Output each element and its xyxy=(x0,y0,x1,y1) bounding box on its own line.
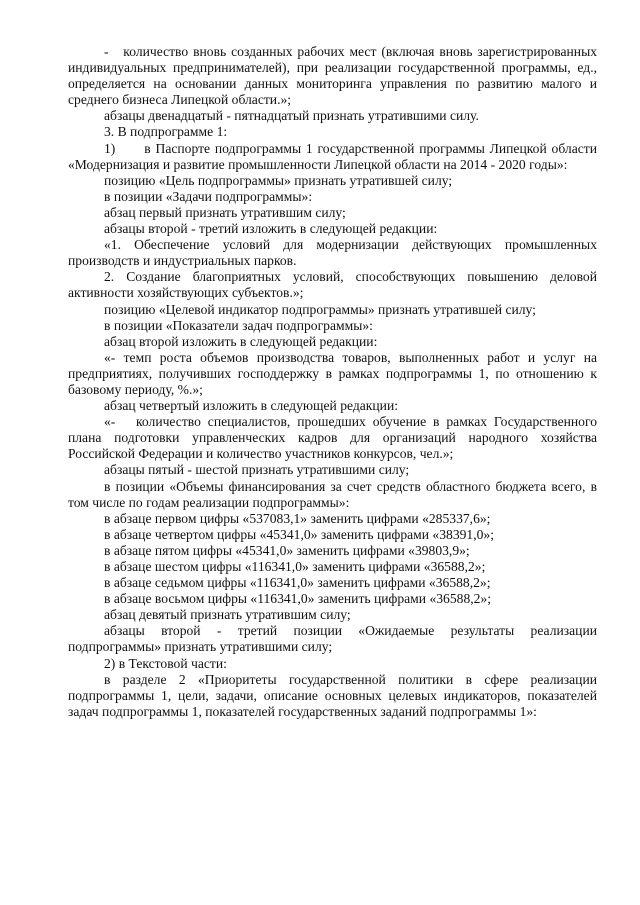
paragraph: 3. В подпрограмме 1: xyxy=(104,124,228,140)
paragraph: в абзаце четвертом цифры «45341,0» заменить цифрами «38391,0»; xyxy=(104,526,494,542)
paragraph: в абзаце седьмом цифры «116341,0» заменить цифрами «36588,2»; xyxy=(104,575,491,591)
paragraph: позицию «Цель подпрограммы» признать утратившей силу; xyxy=(104,172,453,188)
paragraph: абзацы второй - третий позиции «Ожидаемые результаты реализации подпрограммы» признать утратившими силу; xyxy=(68,623,597,655)
paragraph: абзацы второй - третий изложить в следующей редакции: xyxy=(104,221,438,237)
paragraph: «- количество специалистов, прошедших обучение в рамках Государственного плана подготовки управленческих кадров для организаций народного хозяйства Российской Федерации и количество участников конкурсов, чел.»; xyxy=(68,414,597,462)
paragraph: в позиции «Объемы финансирования за счет средств областного бюджета всего, в том числе по годам реализации подпрограммы»: xyxy=(68,478,597,510)
paragraph: 1) в Паспорте подпрограммы 1 государственной программы Липецкой области «Модернизация и развитие промышленности Липецкой области на 2014 - 2020 годы»: xyxy=(68,140,597,172)
paragraph: абзацы пятый - шестой признать утратившими силу; xyxy=(104,462,410,478)
paragraph: абзац девятый признать утратившим силу; xyxy=(104,607,351,623)
paragraph: «1. Обеспечение условий для модернизации действующих промышленных производств и индустриальных парков. xyxy=(68,237,597,269)
paragraph: позицию «Целевой индикатор подпрограммы» признать утратившей силу; xyxy=(104,301,536,317)
paragraph: в позиции «Задачи подпрограммы»: xyxy=(104,188,313,204)
paragraph: в абзаце шестом цифры «116341,0» заменить цифрами «36588,2»; xyxy=(104,559,486,574)
paragraph: в абзаце пятом цифры «45341,0» заменить цифрами «39803,9»; xyxy=(104,542,470,558)
paragraph: абзацы двенадцатый - пятнадцатый признать утратившими силу. xyxy=(104,108,479,124)
paragraph: 2. Создание благоприятных условий, способствующих повышению деловой активности хозяйствующих субъектов.»; xyxy=(68,269,597,301)
paragraph: в абзаце восьмом цифры «116341,0» заменить цифрами «36588,2»; xyxy=(104,591,492,607)
paragraph: «- темп роста объемов производства товаров, выполненных работ и услуг на предприятиях, получивших господдержку в рамках подпрограммы 1, по отношению к базовому периоду, %.»; xyxy=(68,349,597,397)
paragraph: абзац первый признать утратившим силу; xyxy=(104,204,346,220)
paragraph: 2) в Текстовой части: xyxy=(104,655,227,671)
paragraph: абзац второй изложить в следующей редакции: xyxy=(104,333,378,349)
paragraph: - количество вновь созданных рабочих мест (включая вновь зарегистрированных индивидуальных предпринимателей), при реализации государственной программы, ед., определяется на основании данных мониторинга управления по развитию малого и среднего бизнеса Липецкой области.»; xyxy=(68,44,597,108)
paragraph: в позиции «Показатели задач подпрограммы»: xyxy=(104,317,373,333)
paragraph: абзац четвертый изложить в следующей редакции: xyxy=(104,398,399,414)
paragraph: в разделе 2 «Приоритеты государственной политики в сфере реализации подпрограммы 1, цели, задачи, описание основных целевых индикаторов, показателей задач подпрограммы 1, показателей государственных заданий подпрограммы 1»: xyxy=(68,671,597,719)
paragraph: в абзаце первом цифры «537083,1» заменить цифрами «285337,6»; xyxy=(104,510,491,526)
document-body xyxy=(68,44,597,720)
